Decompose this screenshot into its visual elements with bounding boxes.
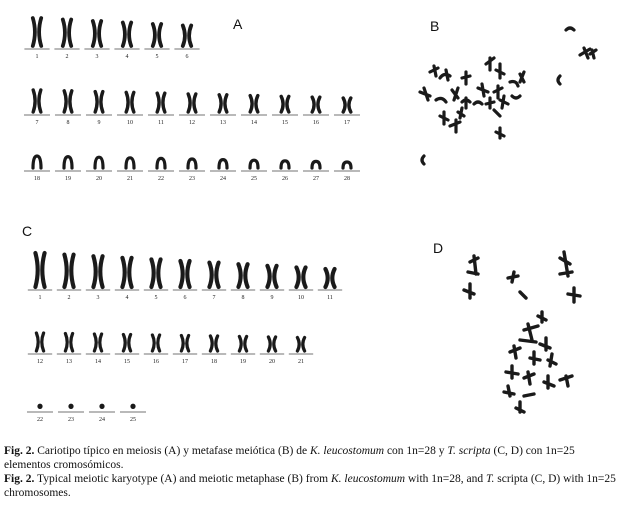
chromosome <box>64 157 72 168</box>
chromosome <box>181 336 188 352</box>
chromosome-number: 18 <box>34 176 40 182</box>
chromosome-number: 4 <box>125 54 129 60</box>
caption-es-text-2: con 1n=28 y <box>384 445 448 457</box>
chromosome <box>126 158 134 168</box>
chromosome-number: 22 <box>158 176 164 182</box>
chromosome-number: 15 <box>124 359 130 365</box>
panel-label-a: A <box>233 16 243 32</box>
figure-caption <box>4 444 620 500</box>
caption-es-species-1: K. leucostomum <box>309 445 385 457</box>
chromosome-number: 25 <box>251 176 257 182</box>
chromosome-number: 14 <box>95 359 101 365</box>
chromosome-number: 8 <box>66 120 70 126</box>
chromosome <box>238 264 247 287</box>
chromosome <box>325 269 334 287</box>
chromosome-number: 27 <box>313 176 319 182</box>
chromosome <box>343 98 351 112</box>
chromosome-number: 1 <box>35 54 39 60</box>
chromosome-number: 24 <box>99 417 105 423</box>
caption-en-species-2: T. <box>486 473 495 485</box>
caption-en-text-3: scripta (C, D) with 1n=25 chromosomes. <box>4 473 616 499</box>
chromosome-number: 6 <box>185 54 189 60</box>
chromosome-number: 12 <box>37 359 43 365</box>
chromosome-number: 20 <box>269 359 275 365</box>
chromosome <box>152 335 159 351</box>
panel-label-d: D <box>433 240 444 256</box>
caption-en-text-1: Typical meiotic karyotype (A) and meiotic metaphase (B) from <box>34 473 331 485</box>
chromosome <box>268 337 275 351</box>
chromosome-number: 3 <box>95 54 99 60</box>
chromosome-number: 3 <box>96 295 100 301</box>
chromosome <box>93 256 102 287</box>
chromosome <box>281 96 289 112</box>
chromosome-number: 19 <box>240 359 246 365</box>
chromosome <box>153 24 161 46</box>
chromosome-number: 14 <box>251 120 257 126</box>
chromosome-number: 18 <box>211 359 217 365</box>
caption-spanish <box>4 444 620 472</box>
karyotype-a <box>24 18 360 182</box>
caption-es-text-3: (C, D) con 1n=25 elementos cromosómicos. <box>4 445 575 471</box>
chromosome-number: 23 <box>68 417 74 423</box>
chromosome <box>63 20 71 47</box>
chromosome <box>64 255 73 287</box>
chromosome <box>312 97 320 112</box>
chromosome-number: 13 <box>220 120 226 126</box>
chromosome <box>122 258 131 287</box>
chromosome <box>219 95 227 112</box>
caption-en-text-2: with 1n=28, and <box>405 473 486 485</box>
chromosome <box>296 267 305 287</box>
caption-english <box>4 472 620 500</box>
chromosome <box>36 333 43 351</box>
chromosome <box>312 161 320 168</box>
chromosome-number: 11 <box>158 120 164 126</box>
chromosome-number: 8 <box>241 295 245 301</box>
chromosome <box>123 23 131 47</box>
chromosome-number: 21 <box>298 359 304 365</box>
chromosome <box>157 93 165 112</box>
chromosome-number: 2 <box>67 295 71 301</box>
chromosome <box>65 334 72 352</box>
chromosome-number: 25 <box>130 417 136 423</box>
chromosome <box>33 156 41 168</box>
chromosome-number: 9 <box>97 120 101 126</box>
chromosome-number: 15 <box>282 120 288 126</box>
chromosome <box>130 404 135 409</box>
chromosome-number: 20 <box>96 176 102 182</box>
chromosome <box>250 160 258 168</box>
chromosome-number: 5 <box>155 54 159 60</box>
chromosome <box>99 404 104 409</box>
chromosome <box>33 90 41 112</box>
chromosome-number: 5 <box>154 295 158 301</box>
chromosome <box>126 92 134 112</box>
chromosome <box>188 94 196 112</box>
chromosome <box>180 261 189 287</box>
chromosome-number: 28 <box>344 176 350 182</box>
chromosome <box>35 253 44 287</box>
chromosome-number: 19 <box>65 176 71 182</box>
karyotype-c <box>27 253 342 423</box>
chromosome-number: 22 <box>37 417 43 423</box>
chromosome <box>94 334 101 351</box>
chromosome-number: 21 <box>127 176 133 182</box>
chromosome <box>209 263 218 287</box>
caption-es-species-2: T. scripta <box>447 445 491 457</box>
panel-label-b: B <box>430 18 440 34</box>
chromosome-number: 16 <box>153 359 159 365</box>
chromosome-number: 9 <box>270 295 274 301</box>
chromosome <box>95 92 103 112</box>
chromosome-number: 16 <box>313 120 319 126</box>
metaphase-spread-d <box>464 252 580 412</box>
chromosome <box>239 337 246 352</box>
chromosome <box>37 404 42 409</box>
chromosome <box>267 266 276 287</box>
chromosome <box>343 162 351 168</box>
metaphase-spread-b <box>420 28 596 164</box>
chromosome <box>93 21 101 46</box>
chromosome-number: 26 <box>282 176 288 182</box>
caption-en-species-1: K. leucostomum <box>330 473 406 485</box>
caption-es-text-1: Cariotipo típico en meiosis (A) y metafase meiótica (B) de <box>34 445 310 457</box>
chromosome <box>95 157 103 168</box>
chromosome-number: 12 <box>189 120 195 126</box>
chromosome-number: 10 <box>298 295 304 301</box>
chromosome-number: 24 <box>220 176 226 182</box>
chromosome-number: 17 <box>182 359 188 365</box>
chromosome-number: 10 <box>127 120 133 126</box>
chromosome-number: 17 <box>344 120 350 126</box>
chromosome <box>219 160 227 168</box>
chromosome-number: 11 <box>327 295 333 301</box>
chromosome <box>210 336 217 351</box>
chromosome <box>33 18 41 46</box>
chromosome <box>183 26 191 47</box>
chromosome-number: 13 <box>66 359 72 365</box>
chromosome <box>157 158 165 168</box>
panel-label-c: C <box>22 223 33 239</box>
caption-es-label: Fig. 2. <box>4 445 35 457</box>
chromosome <box>151 259 160 287</box>
caption-en-label: Fig. 2. <box>4 473 35 485</box>
chromosome-number: 7 <box>212 295 216 301</box>
chromosome <box>188 159 196 168</box>
chromosome <box>64 91 72 112</box>
chromosome-number: 1 <box>38 295 42 301</box>
chromosome <box>281 161 289 168</box>
chromosome-number: 2 <box>65 54 69 60</box>
chromosome-number: 6 <box>183 295 187 301</box>
chromosome-number: 23 <box>189 176 195 182</box>
chromosome <box>123 335 130 352</box>
chromosome-number: 4 <box>125 295 129 301</box>
chromosome <box>68 404 73 409</box>
chromosome-number: 7 <box>35 120 39 126</box>
chromosome <box>250 96 258 112</box>
chromosome <box>297 338 304 352</box>
